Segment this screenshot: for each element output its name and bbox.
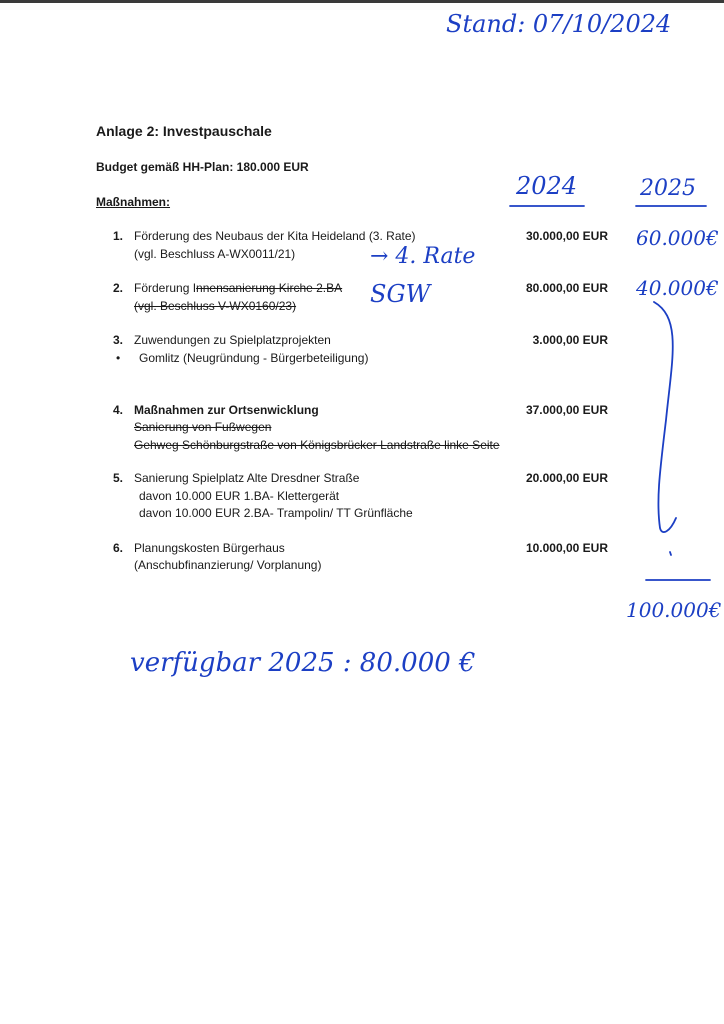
item-5-amount: 20.000,00 EUR <box>525 471 608 485</box>
item-4-number: 4. <box>113 403 124 417</box>
item-2-number: 2. <box>113 281 124 295</box>
item-3-number: 3. <box>113 333 124 347</box>
item-4-line3-struck: Gehweg Schönburgstraße von Königsbrücker Landstraße linke Seite <box>134 438 500 452</box>
item-6-line2: (Anschubfinanzierung/ Vorplanung) <box>134 558 322 572</box>
item-3-bullet-text: Gomlitz (Neugründung - Bürgerbeteiligung) <box>139 351 369 365</box>
item-3-line1: Zuwendungen zu Spielplatzprojekten <box>134 333 331 347</box>
item-3-bullet: • <box>116 351 121 365</box>
measures-heading: Maßnahmen: <box>96 195 171 209</box>
brace-stroke <box>654 302 676 532</box>
item-2-line1-prefix: Förderung I <box>134 281 197 295</box>
handwritten-item-1-2025: 60.000€ <box>636 226 719 250</box>
item-2-amount: 80.000,00 EUR <box>525 281 608 295</box>
item-1-line1: Förderung des Neubaus der Kita Heideland (3. Rate) <box>134 229 416 243</box>
item-5-number: 5. <box>113 471 124 485</box>
budget-line: Budget gemäß HH-Plan: 180.000 EUR <box>96 160 309 174</box>
item-1-line2: (vgl. Beschluss A-WX0011/21) <box>134 247 296 261</box>
item-5-line2: davon 10.000 EUR 1.BA- Klettergerät <box>139 489 340 503</box>
ink-dot <box>670 552 671 555</box>
item-5-line3: davon 10.000 EUR 2.BA- Trampolin/ TT Grünfläche <box>139 506 413 520</box>
handwritten-stand-date: Stand: 07/10/2024 <box>446 10 672 38</box>
item-4-line2-struck: Sanierung von Fußwegen <box>134 420 272 434</box>
handwritten-item-2-note: SGW <box>370 280 431 308</box>
item-4-amount: 37.000,00 EUR <box>525 403 608 417</box>
item-2-line1-struck: nnensanierung Kirche 2.BA <box>196 281 343 295</box>
item-4-line1: Maßnahmen zur Ortsenwicklung <box>134 403 319 417</box>
item-6-amount: 10.000,00 EUR <box>525 541 608 555</box>
handwritten-item-1-note: → 4. Rate <box>370 244 476 269</box>
handwritten-available-2025: verfügbar 2025 : 80.000 € <box>130 648 476 678</box>
item-1-number: 1. <box>113 229 124 243</box>
document-title: Anlage 2: Investpauschale <box>96 123 272 139</box>
handwritten-total-2025: 100.000€ <box>626 598 722 622</box>
item-6-number: 6. <box>113 541 124 555</box>
page-top-edge <box>0 0 724 3</box>
item-6-line1: Planungskosten Bürgerhaus <box>134 541 285 555</box>
handwritten-item-2-2025: 40.000€ <box>636 276 719 300</box>
item-2-line2-struck: (vgl. Beschluss V-WX0160/23) <box>134 299 297 313</box>
item-1-amount: 30.000,00 EUR <box>525 229 608 243</box>
handwritten-year-2024: 2024 <box>516 172 578 200</box>
item-3-amount: 3.000,00 EUR <box>532 333 608 347</box>
item-5-line1: Sanierung Spielplatz Alte Dresdner Straße <box>134 471 360 485</box>
handwritten-year-2025: 2025 <box>640 176 696 201</box>
item-2-line1 <box>134 281 342 295</box>
